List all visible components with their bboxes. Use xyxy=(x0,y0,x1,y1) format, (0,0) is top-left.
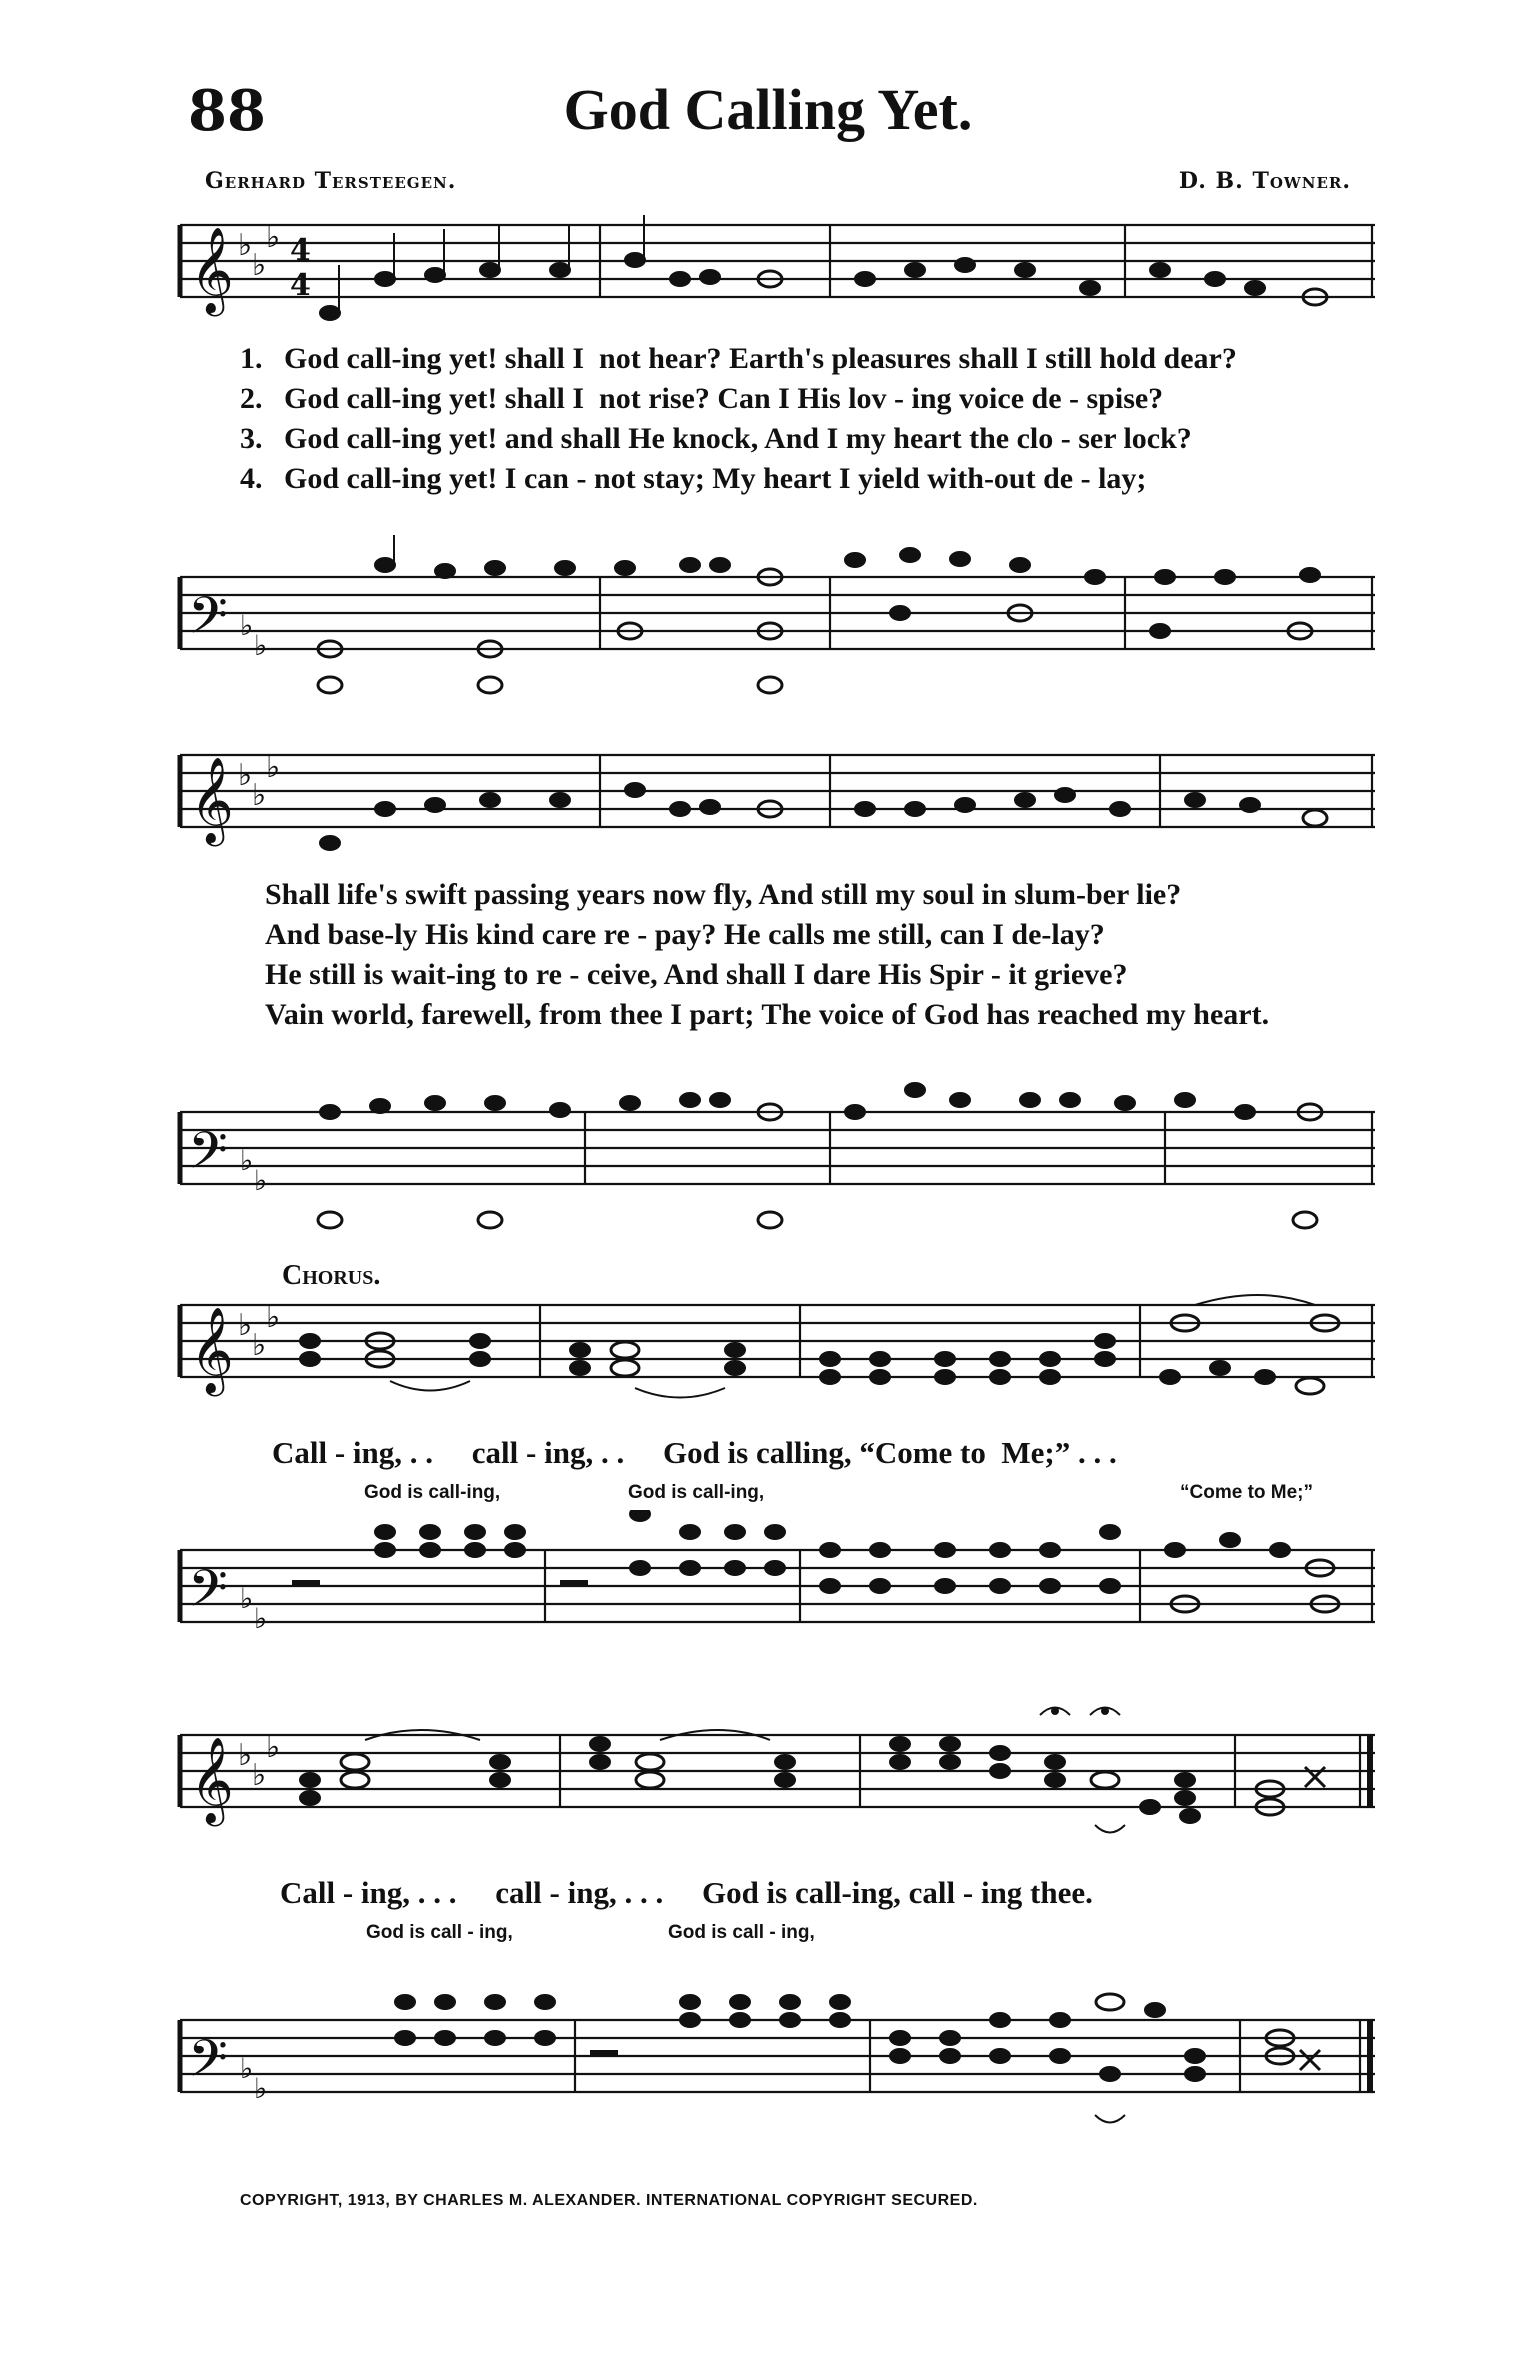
chorus-echo-2a: God is call - ing, xyxy=(366,1922,513,1943)
chorus-label: Chorus. xyxy=(282,1260,381,1291)
chorus-echo-1b: God is call-ing, xyxy=(628,1482,765,1503)
svg-text:♭: ♭ xyxy=(238,758,253,793)
svg-text:♭: ♭ xyxy=(252,778,267,813)
system-1-treble-staff xyxy=(0,205,1536,345)
svg-text:𝄢: 𝄢 xyxy=(188,585,228,658)
svg-text:♭: ♭ xyxy=(238,1738,253,1773)
svg-text:♭: ♭ xyxy=(266,1730,281,1765)
page-number: 88 xyxy=(188,78,266,144)
svg-text:𝄞: 𝄞 xyxy=(190,757,234,843)
svg-text:𝄢: 𝄢 xyxy=(188,1120,228,1193)
svg-text:♭: ♭ xyxy=(254,629,268,662)
svg-text:𝄞: 𝄞 xyxy=(190,1307,234,1393)
chorus-echo-1c: “Come to Me;” xyxy=(1180,1482,1313,1503)
system-3-bass-staff xyxy=(0,1510,1536,1660)
svg-text:♭: ♭ xyxy=(240,1144,254,1177)
svg-text:♭: ♭ xyxy=(254,1164,268,1197)
svg-text:♭: ♭ xyxy=(238,1308,253,1343)
svg-text:♭: ♭ xyxy=(254,1602,268,1635)
svg-text:𝄢: 𝄢 xyxy=(188,2028,228,2101)
chorus-lyrics-line-2: Call - ing, . . . call - ing, . . . God is call-ing, call - ing thee. xyxy=(280,1875,1093,1910)
system-2-bass-staff xyxy=(0,1070,1536,1250)
svg-text:♭: ♭ xyxy=(266,1300,281,1335)
svg-text:♭: ♭ xyxy=(252,1758,267,1793)
verse-1-line-2: Shall life's swift passing years now fly, And still my soul in slum-ber lie? xyxy=(265,878,1182,911)
system-4-bass-staff xyxy=(0,1950,1536,2140)
svg-text:♭: ♭ xyxy=(240,609,254,642)
svg-text:♭: ♭ xyxy=(238,228,253,263)
verse-3-line-1: 3. God call-ing yet! and shall He knock, And I my heart the clo - ser lock? xyxy=(240,422,1192,455)
chorus-echo-1a: God is call-ing, xyxy=(364,1482,501,1503)
chorus-lyrics-line-1: Call - ing, . . call - ing, . . God is calling, “Come to Me;” . . . xyxy=(272,1435,1117,1470)
svg-text:♭: ♭ xyxy=(266,750,281,785)
hymn-title: God Calling Yet. xyxy=(563,77,973,142)
svg-text:4: 4 xyxy=(290,233,311,268)
system-4-treble-staff xyxy=(0,1685,1536,1845)
svg-text:♭: ♭ xyxy=(254,2072,268,2105)
svg-text:♭: ♭ xyxy=(240,1582,254,1615)
svg-text:♭: ♭ xyxy=(266,220,281,255)
verse-4-line-1: 4. God call-ing yet! I can - not stay; My heart I yield with-out de - lay; xyxy=(240,462,1147,495)
svg-text:♭: ♭ xyxy=(252,248,267,283)
system-3-treble-staff xyxy=(0,1285,1536,1435)
svg-text:𝄞: 𝄞 xyxy=(190,1737,234,1823)
verse-3-line-2: He still is wait-ing to re - ceive, And shall I dare His Spir - it grieve? xyxy=(265,958,1128,991)
system-1-bass-staff xyxy=(0,535,1536,715)
verse-1-line-1: 1. God call-ing yet! shall I not hear? Earth's pleasures shall I still hold dear? xyxy=(240,342,1237,375)
chorus-echo-2b: God is call - ing, xyxy=(668,1922,815,1943)
verse-4-line-2: Vain world, farewell, from thee I part; The voice of God has reached my heart. xyxy=(265,998,1270,1031)
verse-2-line-1: 2. God call-ing yet! shall I not rise? Can I His lov - ing voice de - spise? xyxy=(240,382,1164,415)
verse-2-line-2: And base-ly His kind care re - pay? He calls me still, can I de-lay? xyxy=(265,918,1105,951)
svg-text:♭: ♭ xyxy=(252,1328,267,1363)
composer-credit: D. B. Towner. xyxy=(1178,168,1351,194)
svg-text:4: 4 xyxy=(290,268,311,303)
svg-text:♭: ♭ xyxy=(240,2052,254,2085)
copyright-footer: COPYRIGHT, 1913, BY CHARLES M. ALEXANDER. INTERNATIONAL COPYRIGHT SECURED. xyxy=(240,2192,978,2209)
svg-text:𝄞: 𝄞 xyxy=(190,227,234,313)
svg-text:𝄢: 𝄢 xyxy=(188,1558,228,1631)
author-credit: Gerhard Tersteegen. xyxy=(205,168,457,194)
system-2-treble-staff xyxy=(0,735,1536,875)
